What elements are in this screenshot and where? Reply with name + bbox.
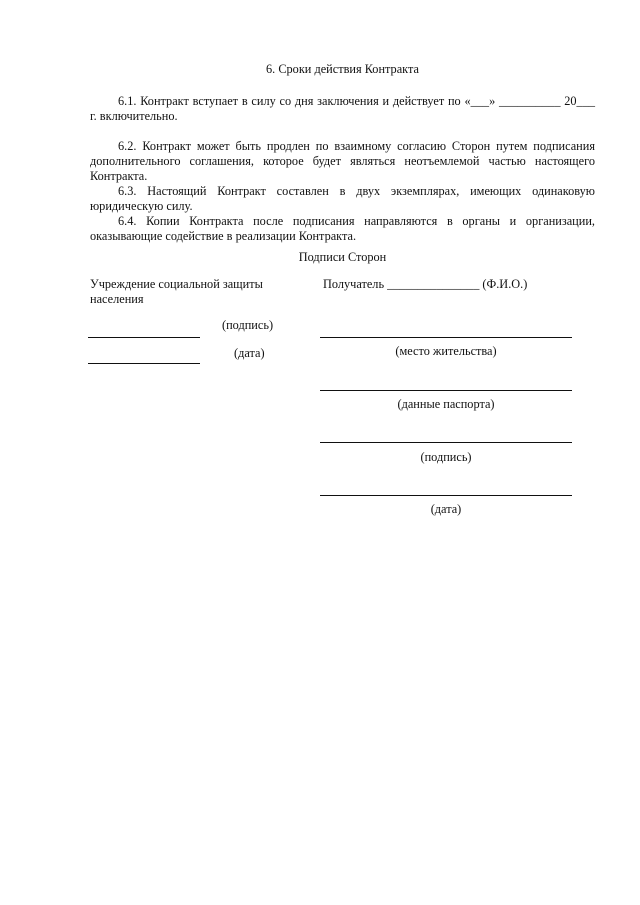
residence-label: (место жительства) (395, 344, 497, 358)
paragraph-6-1: 6.1. Контракт вступает в силу со дня заключения и действует по «___» __________ 20___ г. включительно. (90, 94, 595, 123)
right-signature-line (320, 442, 572, 443)
right-party-name: Получатель _______________ (Ф.И.О.) (323, 277, 528, 291)
residence-line (320, 337, 572, 338)
section-title: 6. Сроки действия Контракта (266, 62, 419, 76)
paragraph-6-2: 6.2. Контракт может быть продлен по взаимному согласию Сторон путем подписания дополнительного соглашения, которое будет являться неотъемлемой частью настоящего Контракта. (90, 139, 595, 183)
left-sign-label: (подпись) (222, 318, 274, 332)
contract-terms (90, 94, 595, 244)
paragraph-6-3: 6.3. Настоящий Контракт составлен в двух экземплярах, имеющих одинаковую юридическую силу. (90, 184, 595, 213)
left-party-name: Учреждение социальной защиты населения (90, 277, 263, 306)
left-date-label: (дата) (234, 346, 265, 360)
passport-line (320, 390, 572, 391)
paragraph-6-4: 6.4. Копии Контракта после подписания направляются в органы и организации, оказывающие содействие в реализации Контракта. (90, 214, 595, 243)
signatures-title: Подписи Сторон (298, 250, 387, 264)
passport-label: (данные паспорта) (397, 397, 495, 411)
left-signature-line (88, 337, 200, 338)
left-date-line (88, 363, 200, 364)
right-date-label: (дата) (430, 502, 462, 516)
right-date-line (320, 495, 572, 496)
right-sign-label: (подпись) (420, 450, 472, 464)
